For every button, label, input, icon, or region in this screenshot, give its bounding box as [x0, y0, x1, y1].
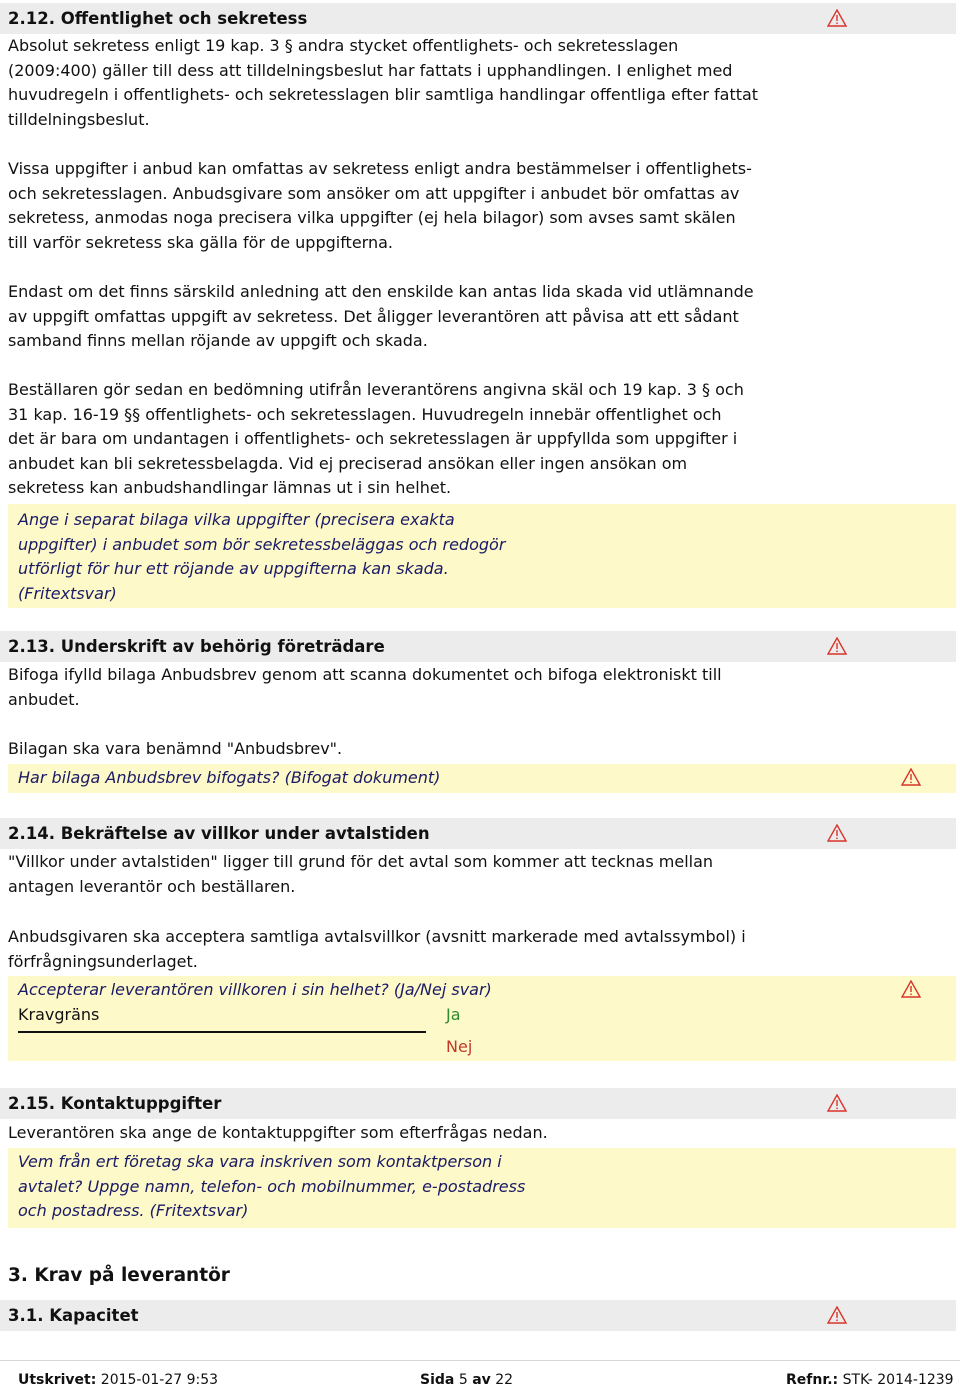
section-header-3-1	[0, 1300, 956, 1331]
paragraph: Endast om det finns särskild anledning att den enskilde kan antas lida skada vid utlämnande av uppgift omfattas uppgift av sekretess. Det åligger leverantören att påvisa att ett sådant samband finns mellan röjande av uppgift och skada.	[8, 282, 754, 350]
paragraph: Vissa uppgifter i anbud kan omfattas av sekretess enligt andra bestämmelser i offentlighets- och sekretesslagen. Anbudsgivare som ansöker om att uppgifter i anbudet bör omfattas av sekretess, anmodas noga precisera vilka uppgifter (ej hela bilagor) som avses samt skälen till varför sekretess ska gälla för de uppgifterna.	[8, 159, 752, 252]
question-box[interactable]	[8, 1148, 956, 1228]
section-title: 2.15. Kontaktuppgifter	[8, 1094, 222, 1113]
warning-icon[interactable]	[827, 1306, 847, 1324]
warning-icon[interactable]	[901, 980, 921, 998]
section-title: 2.12. Offentlighet och sekretess	[8, 9, 308, 28]
section-header-2-13	[0, 631, 956, 662]
section-title: 2.14. Bekräftelse av villkor under avtalstiden	[8, 824, 430, 843]
warning-icon[interactable]	[901, 768, 921, 786]
reference-number: Refnr.: STK- 2014-1239	[786, 1372, 954, 1388]
warning-icon[interactable]	[827, 824, 847, 842]
page-footer	[0, 1360, 960, 1390]
paragraph: Bifoga ifylld bilaga Anbudsbrev genom att scanna dokumentet och bifoga elektroniskt till anbudet.	[8, 665, 722, 709]
question-text: Vem från ert företag ska vara inskriven som kontaktperson i avtalet? Uppge namn, telefon- och mobilnummer, e-postadress och postadress. (Fritextsvar)	[18, 1152, 526, 1220]
chapter-title: 3. Krav på leverantör	[8, 1265, 230, 1286]
page-number: Sida 5 av 22	[420, 1372, 514, 1388]
paragraph: Beställaren gör sedan en bedömning utifrån leverantörens angivna skäl och 19 kap. 3 § och 31 kap. 16-19 §§ offentlighets- och sekretesslagen. Huvudregeln innebär offentlighet och det är bara om undantagen i offentlighets- och sekretesslagen är uppfyllda som uppgifter i anbudet kan bli sekretessbelagda. Vid ej preciserad ansökan eller ingen ansökan om sekretess kan anbudshandlingar lämnas ut i sin helhet.	[8, 380, 744, 497]
question-text: Accepterar leverantören villkoren i sin helhet? (Ja/Nej svar)	[18, 980, 492, 999]
warning-icon[interactable]	[827, 637, 847, 655]
paragraph: Anbudsgivaren ska acceptera samtliga avtalsvillkor (avsnitt markerade med avtalssymbol) i förfrågningsunderlaget.	[8, 927, 746, 971]
section-title: 3.1. Kapacitet	[8, 1306, 139, 1325]
question-text: Ange i separat bilaga vilka uppgifter (precisera exakta uppgifter) i anbudet som bör sekretessbeläggas och redogör utförligt för hur ett röjande av uppgifterna kan skada. (Fritextsvar)	[18, 510, 506, 603]
printed-date: Utskrivet: 2015-01-27 9:53	[18, 1372, 219, 1388]
warning-icon[interactable]	[827, 9, 847, 27]
section-header-2-15	[0, 1088, 956, 1119]
section-header-2-14	[0, 818, 956, 849]
section-title: 2.13. Underskrift av behörig företrädare	[8, 637, 385, 656]
paragraph: Bilagan ska vara benämnd "Anbudsbrev".	[8, 739, 343, 758]
question-box[interactable]	[8, 976, 956, 1061]
paragraph: "Villkor under avtalstiden" ligger till grund för det avtal som kommer att tecknas mellan antagen leverantör och beställaren.	[8, 852, 714, 896]
option-yes[interactable]: Ja	[446, 1005, 461, 1024]
question-box[interactable]	[8, 504, 956, 608]
requirement-label: Kravgräns	[18, 1005, 100, 1024]
requirement-divider	[18, 1031, 426, 1033]
question-box[interactable]	[8, 764, 956, 793]
option-no[interactable]: Nej	[446, 1037, 473, 1056]
question-text: Har bilaga Anbudsbrev bifogats? (Bifogat dokument)	[18, 768, 441, 787]
warning-icon[interactable]	[827, 1094, 847, 1112]
paragraph: Absolut sekretess enligt 19 kap. 3 § andra stycket offentlighets- och sekretesslagen (2009:400) gäller till dess att tilldelningsbeslut har fattats i upphandlingen. I enlighet med huvudregeln i offentlighets- och sekretesslagen blir samtliga handlingar offentliga efter fattat tilldelningsbeslut.	[8, 36, 759, 129]
paragraph: Leverantören ska ange de kontaktuppgifter som efterfrågas nedan.	[8, 1123, 548, 1142]
section-header-2-12	[0, 3, 956, 34]
